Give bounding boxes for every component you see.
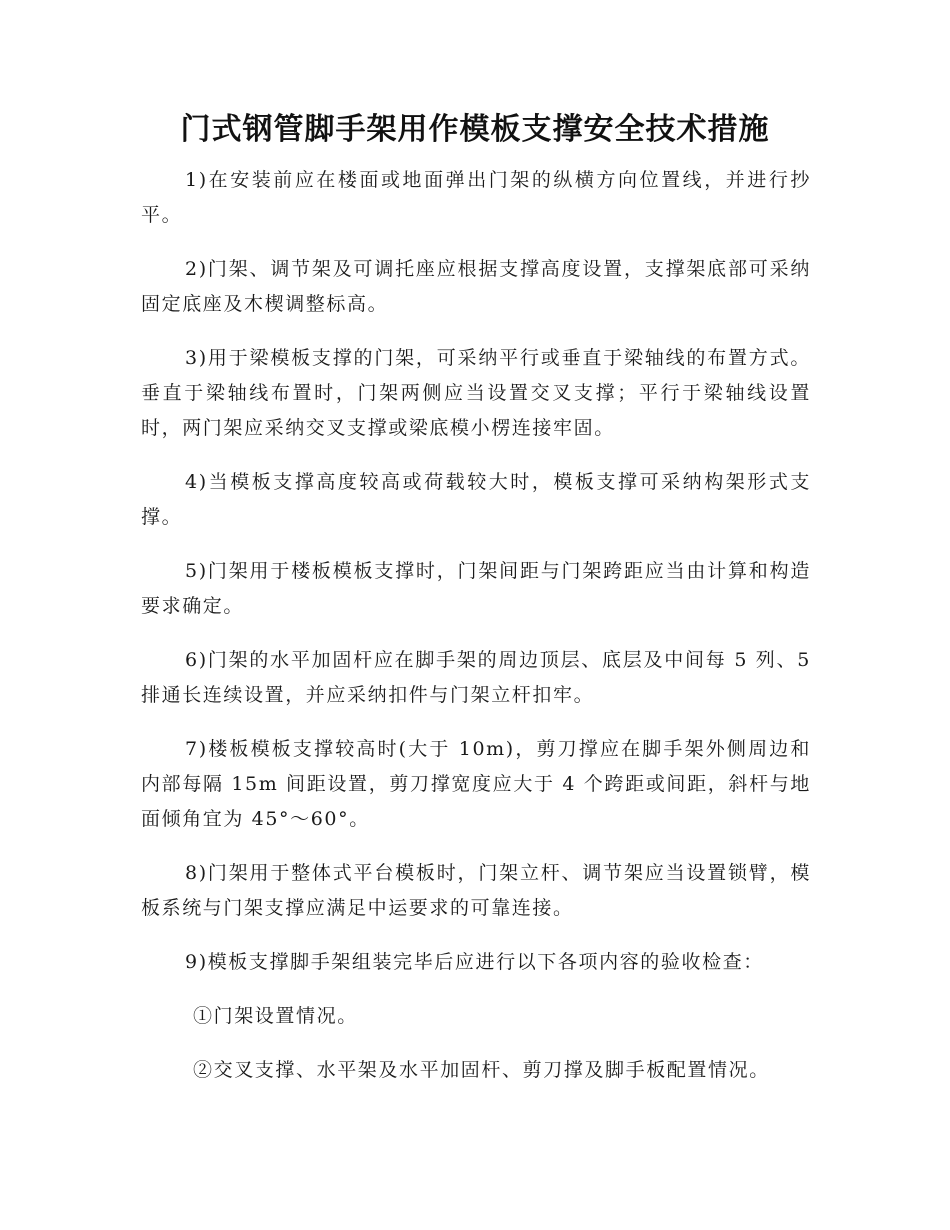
paragraph-9: 9)模板支撑脚手架组装完毕后应进行以下各项内容的验收检查： bbox=[185, 951, 764, 973]
paragraph-3: 3)用于梁模板支撑的门架，可采纳平行或垂直于梁轴线的布置方式。垂直于梁轴线布置时，门架两侧应当设置交叉支撑；平行于梁轴线设置时，两门架应采纳交叉支撑或梁底模小楞连接牢固。 bbox=[141, 347, 811, 439]
paragraph-8: 8)门架用于整体式平台模板时，门架立杆、调节架应当设置锁臂，模板系统与门架支撑应满足中运要求的可靠连接。 bbox=[141, 862, 811, 919]
paragraph-5: 5)门架用于楼板模板支撑时，门架间距与门架跨距应当由计算和构造要求确定。 bbox=[141, 560, 811, 617]
paragraph-2: 2)门架、调节架及可调托座应根据支撑高度设置，支撑架底部可采纳固定底座及木楔调整标高。 bbox=[141, 258, 811, 315]
paragraph-6: 6)门架的水平加固杆应在脚手架的周边顶层、底层及中间每 5 列、5 排通长连续设置，并应采纳扣件与门架立杆扣牢。 bbox=[141, 649, 811, 706]
checklist-item-1: ①门架设置情况。 bbox=[193, 1005, 358, 1027]
paragraph-4: 4)当模板支撑高度较高或荷载较大时，模板支撑可采纳构架形式支撑。 bbox=[141, 471, 811, 528]
paragraph-1: 1)在安装前应在楼面或地面弹出门架的纵横方向位置线，并进行抄平。 bbox=[141, 169, 811, 226]
paragraph-7: 7)楼板模板支撑较高时(大于 10m)，剪刀撑应在脚手架外侧周边和内部每隔 15m 间距设置，剪刀撑宽度应大于 4 个跨距或间距，斜杆与地面倾角宜为 45°～60°。 bbox=[141, 738, 811, 830]
document-title: 门式钢管脚手架用作模板支撑安全技术措施 bbox=[180, 112, 770, 147]
checklist-item-2: ②交叉支撑、水平架及水平加固杆、剪刀撑及脚手板配置情况。 bbox=[193, 1059, 770, 1081]
document-body bbox=[141, 163, 811, 1107]
